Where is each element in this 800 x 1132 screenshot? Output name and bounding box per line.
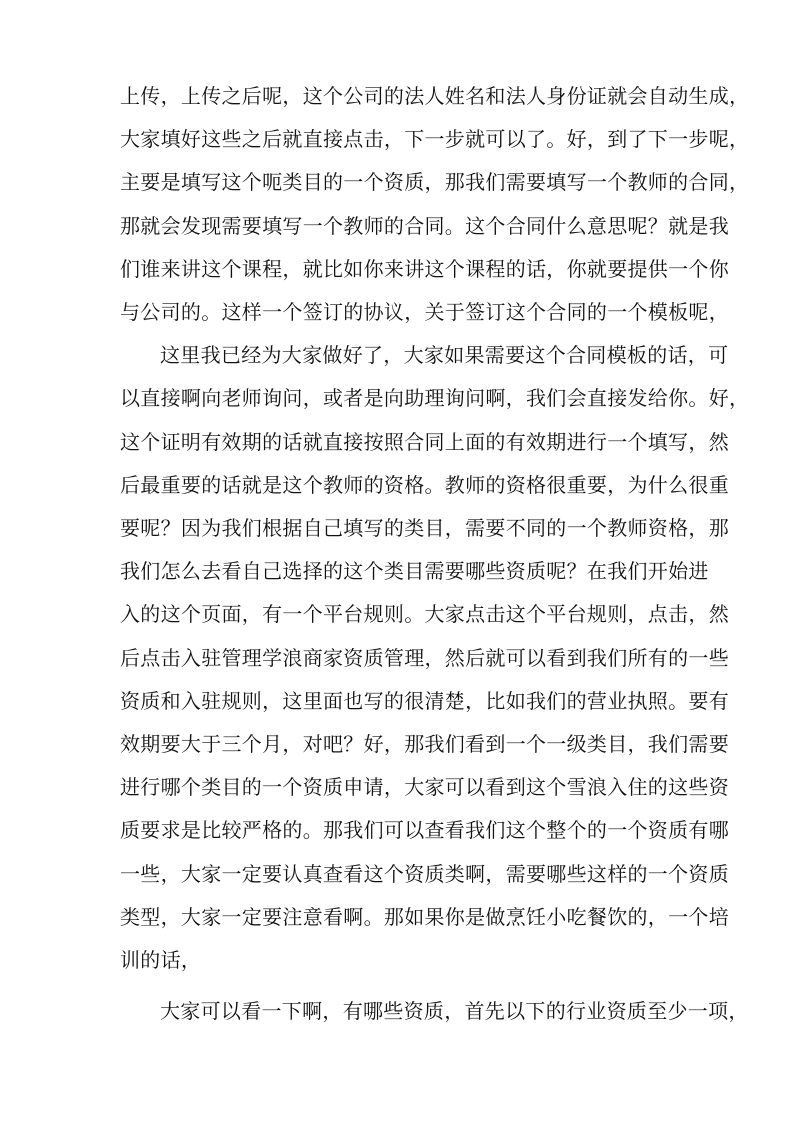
paragraph-line: 大家填好这些之后就直接点击，下一步就可以了。好，到了下一步呢， — [120, 127, 750, 151]
paragraph-line: 以直接啊向老师询问，或者是向助理询问啊，我们会直接发给你。好， — [120, 386, 750, 410]
paragraph-line: 质要求是比较严格的。那我们可以查看我们这个整个的一个资质有哪 — [120, 818, 729, 842]
paragraph-line: 那就会发现需要填写一个教师的合同。这个合同什么意思呢？就是我 — [120, 214, 729, 238]
paragraph-line: 资质和入驻规则，这里面也写的很清楚，比如我们的营业执照。要有 — [120, 689, 729, 713]
paragraph-line: 们谁来讲这个课程，就比如你来讲这个课程的话，你就要提供一个你 — [120, 257, 729, 281]
paragraph-last-line: 训的话， — [120, 948, 202, 972]
paragraph-line: 效期要大于三个月，对吧？好，那我们看到一个一级类目，我们需要 — [120, 732, 729, 756]
paragraph-line: 要呢？因为我们根据自己填写的类目，需要不同的一个教师资格，那 — [120, 516, 729, 540]
paragraph-line: 后最重要的话就是这个教师的资格。教师的资格很重要，为什么很重 — [120, 473, 729, 497]
paragraph-line: 一些，大家一定要认真查看这个资质类啊，需要哪些这样的一个资质 — [120, 862, 729, 886]
paragraph-line: 主要是填写这个呃类目的一个资质，那我们需要填写一个教师的合同， — [120, 170, 750, 194]
paragraph-line: 入的这个页面，有一个平台规则。大家点击这个平台规则，点击，然 — [120, 602, 729, 626]
paragraph-line: 上传，上传之后呢，这个公司的法人姓名和法人身份证就会自动生成， — [120, 84, 750, 108]
paragraph-first-line: 这里我已经为大家做好了，大家如果需要这个合同模板的话，可 — [160, 343, 729, 367]
paragraph-line: 这个证明有效期的话就直接按照合同上面的有效期进行一个填写，然 — [120, 430, 729, 454]
paragraph-first-line: 大家可以看一下啊，有哪些资质，首先以下的行业资质至少一项， — [160, 999, 749, 1023]
paragraph-line: 我们怎么去看自己选择的这个类目需要哪些资质呢？在我们开始进 — [120, 559, 709, 583]
paragraph-line: 与公司的。这样一个签订的协议，关于签订这个合同的一个模板呢， — [120, 300, 729, 324]
paragraph-line: 后点击入驻管理学浪商家资质管理，然后就可以看到我们所有的一些 — [120, 646, 729, 670]
paragraph-line: 进行哪个类目的一个资质申请，大家可以看到这个雪浪入住的这些资 — [120, 775, 729, 799]
paragraph-line: 类型，大家一定要注意看啊。那如果你是做烹饪小吃餐饮的，一个培 — [120, 905, 729, 929]
